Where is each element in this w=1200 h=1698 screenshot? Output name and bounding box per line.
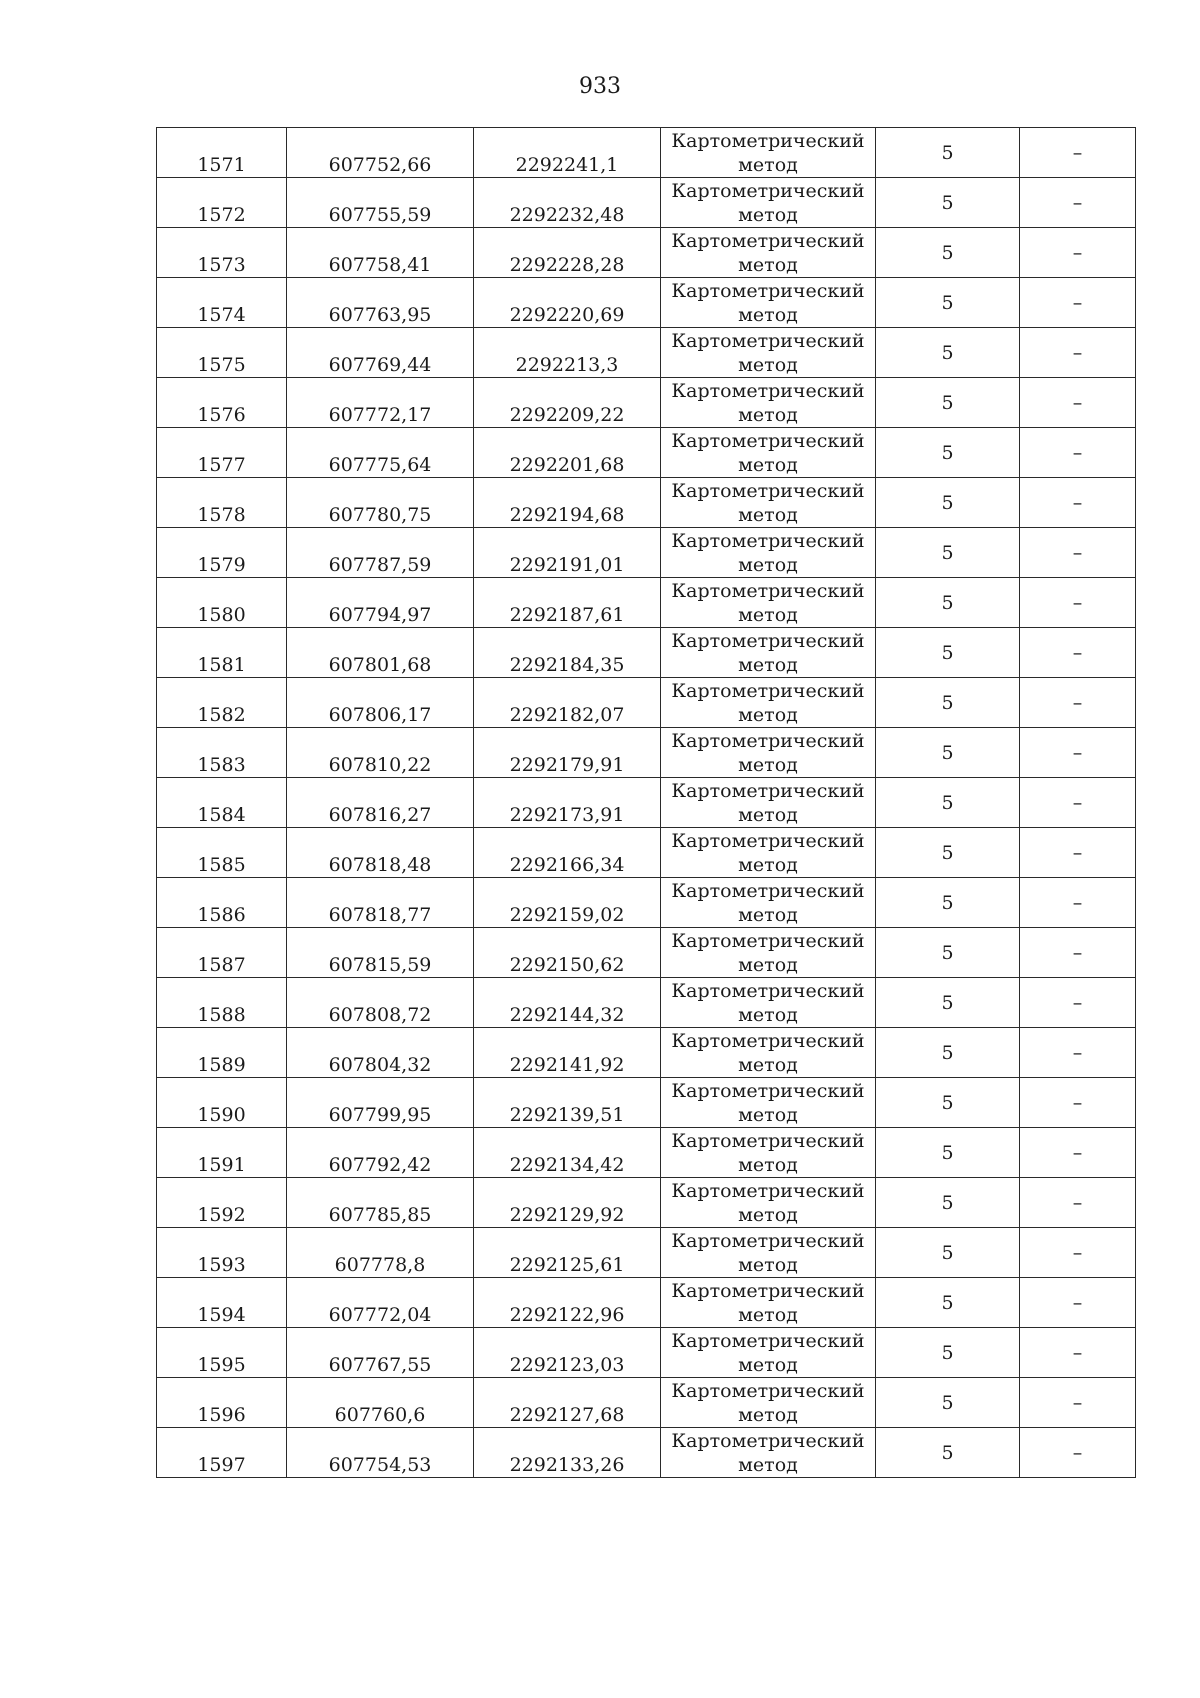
table-row (157, 278, 1136, 328)
coordinate-x: 607787,59 (287, 528, 474, 578)
accuracy: 5 (876, 878, 1020, 928)
method-cell (661, 1278, 876, 1328)
method-line-2: метод (738, 853, 798, 876)
point-number: 1596 (157, 1378, 287, 1428)
coordinate-y: 2292125,61 (474, 1228, 661, 1278)
method-cell (661, 778, 876, 828)
method-line-1: Картометрический (671, 379, 865, 402)
method-line-2: метод (738, 1353, 798, 1376)
method-cell (661, 728, 876, 778)
method-cell (661, 228, 876, 278)
description: – (1020, 1278, 1136, 1328)
point-number: 1574 (157, 278, 287, 328)
method-line-1: Картометрический (671, 829, 865, 852)
method-line-2: метод (738, 1103, 798, 1126)
table-row (157, 128, 1136, 178)
description: – (1020, 1078, 1136, 1128)
method-line-1: Картометрический (671, 179, 865, 202)
point-number: 1573 (157, 228, 287, 278)
description: – (1020, 478, 1136, 528)
coordinate-y: 2292201,68 (474, 428, 661, 478)
method-line-1: Картометрический (671, 329, 865, 352)
method-line-2: метод (738, 1003, 798, 1026)
accuracy: 5 (876, 1428, 1020, 1478)
table-row (157, 1278, 1136, 1328)
coordinate-y: 2292232,48 (474, 178, 661, 228)
coordinate-x: 607769,44 (287, 328, 474, 378)
point-number: 1578 (157, 478, 287, 528)
description: – (1020, 828, 1136, 878)
table-row (157, 1178, 1136, 1228)
method-line-1: Картометрический (671, 679, 865, 702)
coordinate-x: 607772,04 (287, 1278, 474, 1328)
page-number: 933 (579, 74, 621, 99)
coordinate-x: 607794,97 (287, 578, 474, 628)
method-cell (661, 678, 876, 728)
table-row (157, 528, 1136, 578)
point-number: 1584 (157, 778, 287, 828)
description: – (1020, 1378, 1136, 1428)
coordinate-x: 607792,42 (287, 1128, 474, 1178)
method-line-2: метод (738, 353, 798, 376)
coordinate-y: 2292150,62 (474, 928, 661, 978)
accuracy: 5 (876, 1328, 1020, 1378)
description: – (1020, 428, 1136, 478)
description: – (1020, 778, 1136, 828)
method-line-1: Картометрический (671, 229, 865, 252)
point-number: 1576 (157, 378, 287, 428)
coordinate-y: 2292187,61 (474, 578, 661, 628)
point-number: 1591 (157, 1128, 287, 1178)
table-row (157, 828, 1136, 878)
description: – (1020, 728, 1136, 778)
table-row (157, 578, 1136, 628)
method-line-2: метод (738, 303, 798, 326)
coordinate-y: 2292184,35 (474, 628, 661, 678)
method-line-2: метод (738, 953, 798, 976)
method-line-2: метод (738, 1453, 798, 1476)
coordinate-y: 2292241,1 (474, 128, 661, 178)
table-row (157, 1378, 1136, 1428)
table-row (157, 678, 1136, 728)
coordinate-x: 607806,17 (287, 678, 474, 728)
method-cell (661, 1328, 876, 1378)
coordinate-y: 2292194,68 (474, 478, 661, 528)
accuracy: 5 (876, 278, 1020, 328)
table-row (157, 178, 1136, 228)
method-cell (661, 928, 876, 978)
method-line-1: Картометрический (671, 1079, 865, 1102)
point-number: 1595 (157, 1328, 287, 1378)
accuracy: 5 (876, 778, 1020, 828)
method-line-2: метод (738, 703, 798, 726)
method-line-2: метод (738, 1153, 798, 1176)
accuracy: 5 (876, 228, 1020, 278)
method-line-1: Картометрический (671, 1179, 865, 1202)
method-line-2: метод (738, 1403, 798, 1426)
coordinate-y: 2292123,03 (474, 1328, 661, 1378)
description: – (1020, 278, 1136, 328)
table-row (157, 1228, 1136, 1278)
method-line-2: метод (738, 453, 798, 476)
coordinate-y: 2292129,92 (474, 1178, 661, 1228)
accuracy: 5 (876, 1228, 1020, 1278)
point-number: 1586 (157, 878, 287, 928)
coordinate-x: 607816,27 (287, 778, 474, 828)
point-number: 1583 (157, 728, 287, 778)
table-row (157, 378, 1136, 428)
method-cell (661, 1128, 876, 1178)
accuracy: 5 (876, 828, 1020, 878)
point-number: 1594 (157, 1278, 287, 1328)
method-line-1: Картометрический (671, 979, 865, 1002)
point-number: 1581 (157, 628, 287, 678)
method-cell (661, 528, 876, 578)
coordinate-x: 607810,22 (287, 728, 474, 778)
description: – (1020, 1178, 1136, 1228)
method-line-2: метод (738, 903, 798, 926)
method-line-1: Картометрический (671, 879, 865, 902)
method-line-1: Картометрический (671, 929, 865, 952)
description: – (1020, 1128, 1136, 1178)
point-number: 1593 (157, 1228, 287, 1278)
coordinate-x: 607785,85 (287, 1178, 474, 1228)
point-number: 1585 (157, 828, 287, 878)
table-row (157, 928, 1136, 978)
point-number: 1588 (157, 978, 287, 1028)
method-cell (661, 178, 876, 228)
table-row (157, 878, 1136, 928)
table-row (157, 328, 1136, 378)
coordinates-table (156, 127, 1136, 1478)
method-line-2: метод (738, 503, 798, 526)
coordinate-y: 2292166,34 (474, 828, 661, 878)
coordinate-x: 607760,6 (287, 1378, 474, 1428)
accuracy: 5 (876, 678, 1020, 728)
point-number: 1582 (157, 678, 287, 728)
coordinate-y: 2292139,51 (474, 1078, 661, 1128)
method-cell (661, 378, 876, 428)
table-row (157, 778, 1136, 828)
method-line-2: метод (738, 1053, 798, 1076)
coordinate-x: 607755,59 (287, 178, 474, 228)
coordinate-y: 2292173,91 (474, 778, 661, 828)
coordinate-x: 607780,75 (287, 478, 474, 528)
method-line-2: метод (738, 603, 798, 626)
method-line-1: Картометрический (671, 1029, 865, 1052)
description: – (1020, 928, 1136, 978)
method-line-2: метод (738, 203, 798, 226)
description: – (1020, 128, 1136, 178)
coordinate-y: 2292133,26 (474, 1428, 661, 1478)
description: – (1020, 878, 1136, 928)
method-line-1: Картометрический (671, 129, 865, 152)
table-row (157, 1428, 1136, 1478)
table-row (157, 1328, 1136, 1378)
coordinate-x: 607775,64 (287, 428, 474, 478)
point-number: 1571 (157, 128, 287, 178)
coordinate-x: 607778,8 (287, 1228, 474, 1278)
description: – (1020, 678, 1136, 728)
coordinate-y: 2292127,68 (474, 1378, 661, 1428)
coordinate-x: 607801,68 (287, 628, 474, 678)
method-line-2: метод (738, 803, 798, 826)
accuracy: 5 (876, 478, 1020, 528)
point-number: 1572 (157, 178, 287, 228)
method-cell (661, 1428, 876, 1478)
coordinate-y: 2292134,42 (474, 1128, 661, 1178)
method-line-1: Картометрический (671, 1429, 865, 1452)
method-line-2: метод (738, 153, 798, 176)
coordinate-y: 2292141,92 (474, 1028, 661, 1078)
coordinate-x: 607815,59 (287, 928, 474, 978)
accuracy: 5 (876, 928, 1020, 978)
coordinate-x: 607799,95 (287, 1078, 474, 1128)
table-row (157, 1078, 1136, 1128)
method-cell (661, 128, 876, 178)
point-number: 1589 (157, 1028, 287, 1078)
point-number: 1592 (157, 1178, 287, 1228)
point-number: 1577 (157, 428, 287, 478)
method-cell (661, 1028, 876, 1078)
method-line-1: Картометрический (671, 1379, 865, 1402)
method-line-1: Картометрический (671, 1279, 865, 1302)
description: – (1020, 328, 1136, 378)
method-line-1: Картометрический (671, 1129, 865, 1152)
coordinate-y: 2292213,3 (474, 328, 661, 378)
method-line-2: метод (738, 1303, 798, 1326)
method-line-1: Картометрический (671, 1329, 865, 1352)
coordinate-x: 607818,77 (287, 878, 474, 928)
coordinate-x: 607758,41 (287, 228, 474, 278)
coordinate-x: 607808,72 (287, 978, 474, 1028)
accuracy: 5 (876, 728, 1020, 778)
point-number: 1575 (157, 328, 287, 378)
coordinate-y: 2292228,28 (474, 228, 661, 278)
table-row (157, 428, 1136, 478)
table-row (157, 1128, 1136, 1178)
method-cell (661, 1078, 876, 1128)
method-line-2: метод (738, 753, 798, 776)
accuracy: 5 (876, 978, 1020, 1028)
description: – (1020, 978, 1136, 1028)
table-row (157, 628, 1136, 678)
accuracy: 5 (876, 428, 1020, 478)
table-row (157, 728, 1136, 778)
description: – (1020, 378, 1136, 428)
coordinate-x: 607767,55 (287, 1328, 474, 1378)
method-line-1: Картометрический (671, 579, 865, 602)
method-line-1: Картометрический (671, 529, 865, 552)
description: – (1020, 1328, 1136, 1378)
accuracy: 5 (876, 128, 1020, 178)
coordinate-y: 2292220,69 (474, 278, 661, 328)
method-line-1: Картометрический (671, 279, 865, 302)
method-line-2: метод (738, 1203, 798, 1226)
method-cell (661, 478, 876, 528)
coordinate-y: 2292209,22 (474, 378, 661, 428)
coordinate-x: 607754,53 (287, 1428, 474, 1478)
table-body (157, 128, 1136, 1478)
description: – (1020, 228, 1136, 278)
method-line-2: метод (738, 553, 798, 576)
method-line-2: метод (738, 653, 798, 676)
accuracy: 5 (876, 1128, 1020, 1178)
point-number: 1580 (157, 578, 287, 628)
method-line-2: метод (738, 253, 798, 276)
coordinate-y: 2292144,32 (474, 978, 661, 1028)
accuracy: 5 (876, 1078, 1020, 1128)
coordinate-y: 2292182,07 (474, 678, 661, 728)
accuracy: 5 (876, 628, 1020, 678)
method-cell (661, 828, 876, 878)
method-cell (661, 1228, 876, 1278)
coordinate-y: 2292179,91 (474, 728, 661, 778)
method-cell (661, 578, 876, 628)
method-cell (661, 628, 876, 678)
coordinate-x: 607804,32 (287, 1028, 474, 1078)
method-cell (661, 878, 876, 928)
method-line-1: Картометрический (671, 629, 865, 652)
coordinate-x: 607772,17 (287, 378, 474, 428)
description: – (1020, 578, 1136, 628)
method-cell (661, 1178, 876, 1228)
accuracy: 5 (876, 1278, 1020, 1328)
table-row (157, 1028, 1136, 1078)
description: – (1020, 628, 1136, 678)
accuracy: 5 (876, 1378, 1020, 1428)
method-cell (661, 978, 876, 1028)
point-number: 1590 (157, 1078, 287, 1128)
coordinate-y: 2292159,02 (474, 878, 661, 928)
accuracy: 5 (876, 1178, 1020, 1228)
method-cell (661, 428, 876, 478)
table-row (157, 978, 1136, 1028)
accuracy: 5 (876, 378, 1020, 428)
accuracy: 5 (876, 528, 1020, 578)
method-line-1: Картометрический (671, 729, 865, 752)
point-number: 1597 (157, 1428, 287, 1478)
coordinate-x: 607818,48 (287, 828, 474, 878)
table-row (157, 478, 1136, 528)
method-line-1: Картометрический (671, 1229, 865, 1252)
method-line-1: Картометрический (671, 479, 865, 502)
table-row (157, 228, 1136, 278)
description: – (1020, 1428, 1136, 1478)
method-line-1: Картометрический (671, 429, 865, 452)
accuracy: 5 (876, 1028, 1020, 1078)
coordinate-y: 2292191,01 (474, 528, 661, 578)
accuracy: 5 (876, 578, 1020, 628)
point-number: 1579 (157, 528, 287, 578)
method-line-2: метод (738, 403, 798, 426)
method-cell (661, 278, 876, 328)
accuracy: 5 (876, 178, 1020, 228)
coordinate-x: 607752,66 (287, 128, 474, 178)
coordinate-x: 607763,95 (287, 278, 474, 328)
point-number: 1587 (157, 928, 287, 978)
method-cell (661, 1378, 876, 1428)
description: – (1020, 528, 1136, 578)
method-line-2: метод (738, 1253, 798, 1276)
method-cell (661, 328, 876, 378)
method-line-1: Картометрический (671, 779, 865, 802)
description: – (1020, 1028, 1136, 1078)
description: – (1020, 1228, 1136, 1278)
description: – (1020, 178, 1136, 228)
coordinate-y: 2292122,96 (474, 1278, 661, 1328)
accuracy: 5 (876, 328, 1020, 378)
